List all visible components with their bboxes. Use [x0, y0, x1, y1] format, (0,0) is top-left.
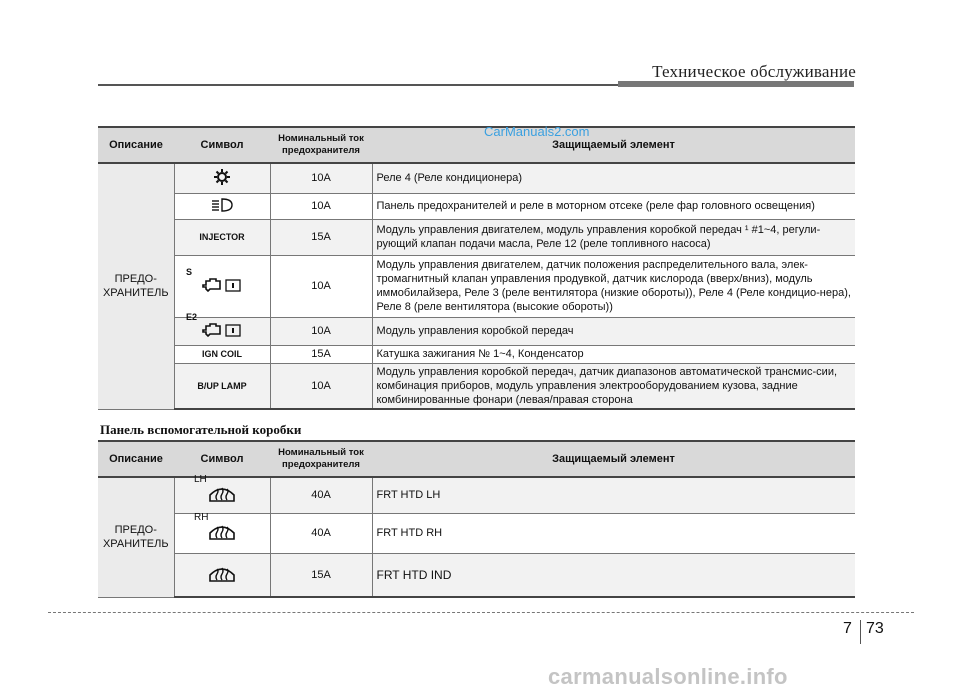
symbol-cell [174, 255, 270, 317]
protected-cell: FRT HTD IND [372, 553, 855, 597]
protected-cell: Катушка зажигания № 1~4, Конденсатор [372, 345, 855, 363]
group-label: ПРЕДО- ХРАНИТЕЛЬ [98, 163, 174, 409]
symbol-cell [174, 193, 270, 219]
col-symbol: Символ [174, 441, 270, 477]
footer-rule [48, 612, 914, 613]
table-row [98, 553, 855, 597]
symbol-cell [174, 553, 270, 597]
protected-cell: Модуль управления двигателем, датчик положения распределительного вала, элек-тромагнитный клапан управления продувкой, датчик кислорода (вверх/вниз), модуль иммобилайзера, Реле 3 (реле вентилятора (низкие обороты)), Реле 4 (Реле кондицио-нера), Реле 8 (реле вентилятора (высокие обороты)) [372, 255, 855, 317]
table-row [98, 255, 855, 317]
col-symbol: Символ [174, 127, 270, 163]
protected-cell: FRT HTD LH [372, 477, 855, 513]
header-title: Техническое обслуживание [652, 62, 856, 81]
table-header-row [98, 441, 855, 477]
col-rating: Номинальный ток предохранителя [270, 127, 372, 163]
chapter-number: 7 [843, 620, 852, 637]
symbol-label: LH [194, 474, 207, 486]
table-row [98, 219, 855, 255]
headlamp-icon [211, 198, 233, 212]
symbol-cell: IGN COIL [174, 345, 270, 363]
site-watermark: carmanualsonline.info [548, 664, 788, 689]
symbol-label: RH [194, 512, 209, 523]
col-description: Описание [98, 441, 174, 477]
rating-cell: 15A [270, 553, 372, 597]
symbol-cell [174, 513, 270, 553]
table-row [98, 193, 855, 219]
section-title: Панель вспомогательной коробки [100, 422, 302, 437]
rating-cell: 10A [270, 363, 372, 409]
symbol-cell [174, 474, 270, 513]
table-header-row [98, 127, 855, 163]
footer-divider [860, 620, 861, 644]
watermark-text: CarManuals2.com [484, 124, 590, 139]
protected-cell: Реле 4 (Реле кондиционера) [372, 163, 855, 193]
col-description: Описание [98, 127, 174, 163]
fuse-table-main [98, 126, 855, 410]
rating-cell: 10A [270, 317, 372, 345]
rating-cell: 10A [270, 193, 372, 219]
ac-gear-icon [214, 169, 230, 185]
rating-cell: 15A [270, 219, 372, 255]
table-row [98, 513, 855, 553]
protected-cell: Модуль управления коробкой передач [372, 317, 855, 345]
col-rating: Номинальный ток предохранителя [270, 441, 372, 477]
table-row [98, 477, 855, 513]
engine-lock-icon [186, 267, 242, 293]
table-row [98, 363, 855, 409]
header-rule-accent [618, 81, 854, 87]
front-defrost-icon [194, 474, 236, 502]
symbol-cell: B/UP LAMP [174, 363, 270, 409]
col-protected: Защищаемый элемент [372, 127, 855, 163]
page-number: 73 [866, 620, 884, 637]
protected-cell: Панель предохранителей и реле в моторном отсеке (реле фар головного освещения) [372, 193, 855, 219]
protected-cell: Модуль управления коробкой передач, датчик диапазонов автоматической трансмис-сии, комбинация приборов, модуль управления электрооборудованием кузова, задние комбинированные фонари (левая/правая сторона [372, 363, 855, 409]
rating-cell: 40A [270, 513, 372, 553]
symbol-cell [174, 312, 270, 345]
symbol-label: E2 [186, 312, 198, 322]
table-row [98, 163, 855, 193]
rating-cell: 15A [270, 345, 372, 363]
front-defrost-icon [208, 566, 236, 582]
engine-lock-icon [186, 312, 242, 338]
protected-cell: FRT HTD RH [372, 513, 855, 553]
table-row [98, 317, 855, 345]
rating-cell: 10A [270, 255, 372, 317]
col-protected: Защищаемый элемент [372, 441, 855, 477]
symbol-cell: INJECTOR [174, 219, 270, 255]
group-label: ПРЕДО- ХРАНИТЕЛЬ [98, 477, 174, 597]
table-row [98, 345, 855, 363]
symbol-label: S [186, 267, 193, 277]
rating-cell: 40A [270, 477, 372, 513]
fuse-table-aux [98, 440, 855, 598]
symbol-cell [174, 163, 270, 193]
front-defrost-icon [194, 512, 236, 540]
rating-cell: 10A [270, 163, 372, 193]
protected-cell: Модуль управления двигателем, модуль управления коробкой передач ¹ #1~4, регули-рующий клапан подачи масла, Реле 12 (реле топливного насоса) [372, 219, 855, 255]
